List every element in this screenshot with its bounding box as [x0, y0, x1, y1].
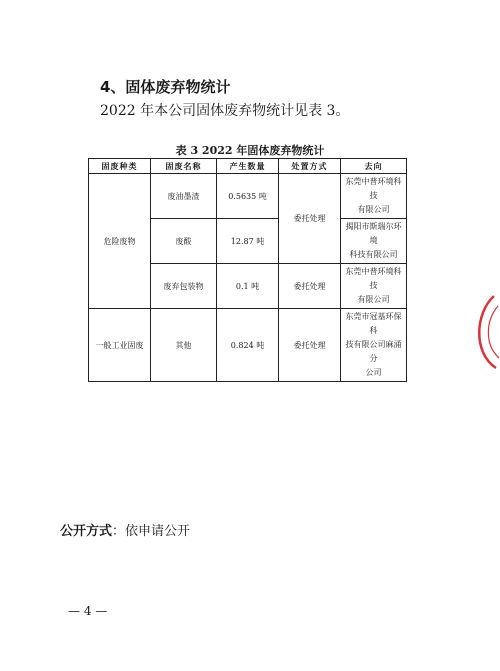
- quantity-cell: 0.5635 吨: [217, 174, 279, 219]
- destination-cell: [341, 264, 407, 309]
- page-number: — 4 —: [68, 604, 108, 618]
- column-header: 去向: [341, 159, 407, 174]
- waste-statistics-table: [88, 158, 407, 382]
- destination-line: 揭阳市斯瑞尔环境: [345, 222, 402, 245]
- disclosure-colon: ：: [112, 524, 126, 539]
- disposal-cell: 委托处理: [279, 264, 341, 309]
- name-cell: 废油墨渣: [151, 174, 217, 219]
- seal-arc-inner: [488, 306, 499, 358]
- disposal-cell: 委托处理: [279, 309, 341, 382]
- quantity-cell: 0.824 吨: [217, 309, 279, 382]
- table-row: [89, 174, 407, 219]
- disposal-cell: 委托处理: [279, 174, 341, 264]
- destination-line: 技有限公司麻涌分: [345, 340, 402, 363]
- destination-line: 公司: [365, 368, 382, 377]
- name-cell: 废弃包装物: [151, 264, 217, 309]
- destination-line: 东莞中普环境科技: [345, 177, 402, 200]
- disclosure-line: [60, 520, 190, 539]
- column-header: 固废名称: [151, 159, 217, 174]
- destination-line: 有限公司: [357, 295, 390, 304]
- quantity-cell: 0.1 吨: [217, 264, 279, 309]
- name-cell: 废酸: [151, 219, 217, 264]
- destination-cell: [341, 174, 407, 219]
- destination-line: 有限公司: [357, 205, 390, 214]
- destination-line: 东莞市冠基环保科: [345, 312, 402, 335]
- table-row: [89, 309, 407, 382]
- name-cell: 其他: [151, 309, 217, 382]
- category-cell: 危险废物: [89, 174, 151, 309]
- destination-line: 科技有限公司: [349, 250, 398, 259]
- destination-line: 东莞中普环境科技: [345, 267, 402, 290]
- destination-cell: [341, 219, 407, 264]
- section-heading: 4、固体废弃物统计: [100, 78, 231, 96]
- table-caption: 表 3 2022 年固体废弃物统计: [175, 144, 325, 157]
- destination-cell: [341, 309, 407, 382]
- column-header: 产生数量: [217, 159, 279, 174]
- red-seal-edge: [456, 292, 500, 372]
- seal-arc: [479, 296, 496, 368]
- column-header: 处置方式: [279, 159, 341, 174]
- column-header: 固废种类: [89, 159, 151, 174]
- category-cell: 一般工业固废: [89, 309, 151, 382]
- disclosure-label: 公开方式: [60, 524, 113, 539]
- disclosure-value: 依申请公开: [125, 524, 191, 539]
- table-header-row: [89, 159, 407, 174]
- quantity-cell: 12.87 吨: [217, 219, 279, 264]
- intro-paragraph: 2022 年本公司固体废弃物统计见表 3。: [100, 103, 350, 119]
